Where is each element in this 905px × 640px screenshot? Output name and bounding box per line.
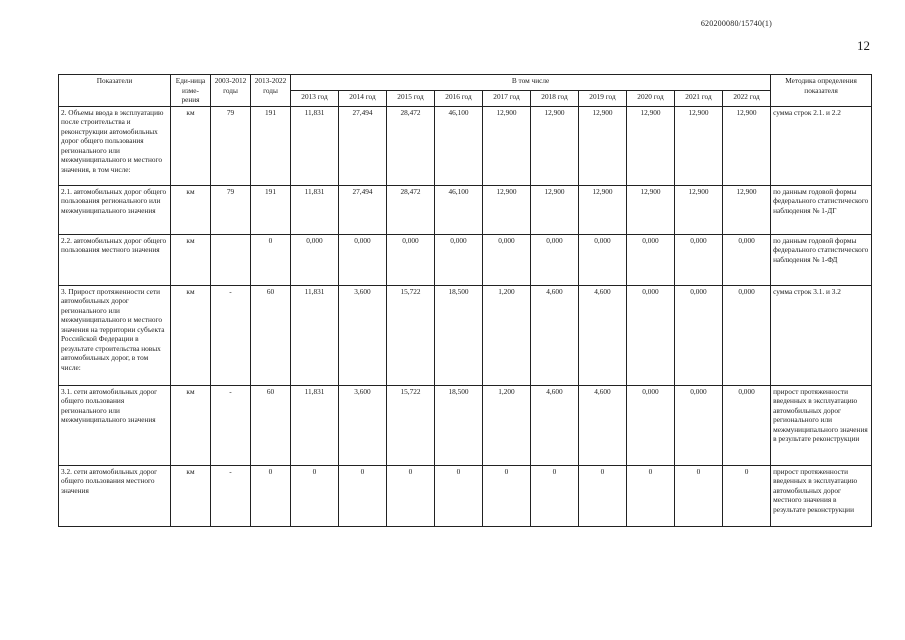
table-row: [59, 465, 872, 526]
year-value-cell: 46,100: [435, 106, 483, 185]
year-value-cell: 0,000: [531, 234, 579, 285]
year-value-cell: 28,472: [387, 106, 435, 185]
year-value-cell: 0: [435, 465, 483, 526]
year-value-cell: 0: [387, 465, 435, 526]
year-value-cell: 0,000: [387, 234, 435, 285]
table-body: [59, 106, 872, 526]
table-row: [59, 234, 872, 285]
header-period-2003-2012: 2003-2012 годы: [211, 75, 251, 107]
period-2013-2022-cell: 191: [251, 106, 291, 185]
indicator-cell: 2.1. автомобильных дорог общего пользования регионального или межмуниципального значения: [59, 185, 171, 234]
header-year: 2020 год: [627, 90, 675, 106]
year-value-cell: 0,000: [627, 234, 675, 285]
table-row: [59, 106, 872, 185]
unit-cell: км: [171, 234, 211, 285]
year-value-cell: 0,000: [291, 234, 339, 285]
year-value-cell: 11,831: [291, 285, 339, 385]
year-value-cell: 0: [291, 465, 339, 526]
header-year: 2021 год: [675, 90, 723, 106]
year-value-cell: 27,494: [339, 185, 387, 234]
year-value-cell: 11,831: [291, 106, 339, 185]
header-year: 2016 год: [435, 90, 483, 106]
period-2003-2012-cell: -: [211, 285, 251, 385]
indicator-cell: 3.1. сети автомобильных дорог общего пользования регионального или межмуниципального значения: [59, 385, 171, 465]
year-value-cell: 0,000: [723, 285, 771, 385]
year-value-cell: 1,200: [483, 285, 531, 385]
method-cell: сумма строк 3.1. и 3.2: [771, 285, 872, 385]
year-value-cell: 0,000: [723, 385, 771, 465]
header-period-2013-2022: 2013-2022 годы: [251, 75, 291, 107]
header-indicator: Показатели: [59, 75, 171, 107]
unit-cell: км: [171, 465, 211, 526]
year-value-cell: 4,600: [579, 285, 627, 385]
year-value-cell: 0: [579, 465, 627, 526]
year-value-cell: 12,900: [627, 106, 675, 185]
period-2013-2022-cell: 60: [251, 385, 291, 465]
page-number: 12: [857, 38, 870, 53]
period-2003-2012-cell: [211, 234, 251, 285]
indicator-cell: 2.2. автомобильных дорог общего пользования местного значения: [59, 234, 171, 285]
period-2013-2022-cell: 0: [251, 234, 291, 285]
period-2013-2022-cell: 0: [251, 465, 291, 526]
year-value-cell: 12,900: [723, 185, 771, 234]
header-unit: Еди-ница изме-рения: [171, 75, 211, 107]
year-value-cell: 12,900: [675, 185, 723, 234]
header-row-top: [59, 75, 872, 91]
table-head: [59, 75, 872, 107]
year-value-cell: 12,900: [531, 106, 579, 185]
table-row: [59, 185, 872, 234]
year-value-cell: 0,000: [339, 234, 387, 285]
year-value-cell: 12,900: [627, 185, 675, 234]
indicator-cell: 2. Объемы ввода в эксплуатацию после строительства и реконструкции автомобильных дорог общего пользования регионального или межмуниципального и местного значения, в том числе:: [59, 106, 171, 185]
method-cell: сумма строк 2.1. и 2.2: [771, 106, 872, 185]
period-2013-2022-cell: 60: [251, 285, 291, 385]
year-value-cell: 12,900: [531, 185, 579, 234]
year-value-cell: 12,900: [579, 106, 627, 185]
document-id: 620200080/15740(1): [700, 19, 772, 28]
year-value-cell: 0: [483, 465, 531, 526]
period-2003-2012-cell: 79: [211, 185, 251, 234]
year-value-cell: 3,600: [339, 285, 387, 385]
year-value-cell: 12,900: [579, 185, 627, 234]
year-value-cell: 18,500: [435, 385, 483, 465]
indicator-cell: 3.2. сети автомобильных дорог общего пользования местного значения: [59, 465, 171, 526]
header-method: Методика определения показателя: [771, 75, 872, 107]
period-2003-2012-cell: -: [211, 465, 251, 526]
year-value-cell: 11,831: [291, 185, 339, 234]
year-value-cell: 3,600: [339, 385, 387, 465]
indicators-table: [58, 74, 872, 527]
year-value-cell: 0: [627, 465, 675, 526]
unit-cell: км: [171, 385, 211, 465]
header-year: 2018 год: [531, 90, 579, 106]
year-value-cell: 12,900: [723, 106, 771, 185]
header-year: 2017 год: [483, 90, 531, 106]
method-cell: прирост протяженности введенных в эксплуатацию автомобильных дорог регионального или межмуниципального значения в результате реконструкции: [771, 385, 872, 465]
year-value-cell: 0: [339, 465, 387, 526]
year-value-cell: 0: [723, 465, 771, 526]
method-cell: прирост протяженности введенных в эксплуатацию автомобильных дорог местного значения в результате реконструкции: [771, 465, 872, 526]
method-cell: по данным годовой формы федерального статистического наблюдения № 1-ФД: [771, 234, 872, 285]
year-value-cell: 11,831: [291, 385, 339, 465]
year-value-cell: 0,000: [579, 234, 627, 285]
year-value-cell: 0: [531, 465, 579, 526]
year-value-cell: 15,722: [387, 385, 435, 465]
method-cell: по данным годовой формы федерального статистического наблюдения № 1-ДГ: [771, 185, 872, 234]
year-value-cell: 46,100: [435, 185, 483, 234]
year-value-cell: 0,000: [435, 234, 483, 285]
unit-cell: км: [171, 106, 211, 185]
year-value-cell: 12,900: [483, 106, 531, 185]
year-value-cell: 18,500: [435, 285, 483, 385]
year-value-cell: 0: [675, 465, 723, 526]
year-value-cell: 12,900: [483, 185, 531, 234]
period-2003-2012-cell: 79: [211, 106, 251, 185]
period-2003-2012-cell: -: [211, 385, 251, 465]
header-year: 2015 год: [387, 90, 435, 106]
period-2013-2022-cell: 191: [251, 185, 291, 234]
header-year: 2013 год: [291, 90, 339, 106]
header-year: 2014 год: [339, 90, 387, 106]
year-value-cell: 0,000: [675, 385, 723, 465]
table-row: [59, 285, 872, 385]
header-year: 2019 год: [579, 90, 627, 106]
year-value-cell: 15,722: [387, 285, 435, 385]
year-value-cell: 0,000: [723, 234, 771, 285]
year-value-cell: 4,600: [531, 285, 579, 385]
year-value-cell: 4,600: [579, 385, 627, 465]
year-value-cell: 28,472: [387, 185, 435, 234]
indicator-cell: 3. Прирост протяженности сети автомобильных дорог регионального или межмуниципального и местного значения на территории субъекта Российской Федерации в результате строительства новых автомобильных дорог, в том числе:: [59, 285, 171, 385]
year-value-cell: 1,200: [483, 385, 531, 465]
year-value-cell: 0,000: [483, 234, 531, 285]
unit-cell: км: [171, 185, 211, 234]
year-value-cell: 0,000: [675, 285, 723, 385]
table-row: [59, 385, 872, 465]
year-value-cell: 0,000: [627, 385, 675, 465]
year-value-cell: 0,000: [675, 234, 723, 285]
year-value-cell: 12,900: [675, 106, 723, 185]
unit-cell: км: [171, 285, 211, 385]
header-including: В том числе: [291, 75, 771, 91]
year-value-cell: 4,600: [531, 385, 579, 465]
year-value-cell: 27,494: [339, 106, 387, 185]
header-year: 2022 год: [723, 90, 771, 106]
year-value-cell: 0,000: [627, 285, 675, 385]
